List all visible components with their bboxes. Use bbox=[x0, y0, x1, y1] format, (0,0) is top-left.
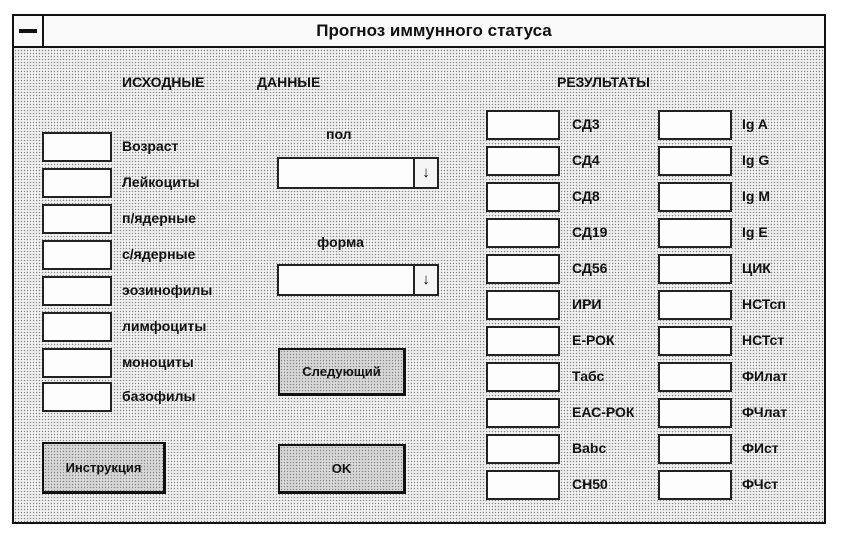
result-box-cik[interactable] bbox=[658, 254, 732, 284]
heading-input: ИСХОДНЫЕ bbox=[122, 74, 205, 90]
instructions-button[interactable]: Инструкция bbox=[42, 442, 166, 494]
sex-select[interactable] bbox=[277, 157, 439, 189]
main-window bbox=[12, 14, 826, 524]
age-input[interactable] bbox=[42, 132, 112, 162]
result-label-iga: Ig A bbox=[742, 116, 768, 132]
result-box-fi-st[interactable] bbox=[658, 434, 732, 464]
result-box-cd56[interactable] bbox=[486, 254, 560, 284]
result-box-nst-sp[interactable] bbox=[658, 290, 732, 320]
arrow-down-icon: ↓ bbox=[422, 271, 430, 288]
result-label-tabs: Табс bbox=[572, 368, 605, 384]
result-label-fch-st: ФЧст bbox=[742, 476, 779, 492]
result-label-ige: Ig E bbox=[742, 224, 768, 240]
result-box-tabs[interactable] bbox=[486, 362, 560, 392]
leukocytes-label: Лейкоциты bbox=[122, 174, 200, 190]
result-label-igm: Ig M bbox=[742, 188, 770, 204]
result-box-igm[interactable] bbox=[658, 182, 732, 212]
eosinophils-input[interactable] bbox=[42, 276, 112, 306]
result-box-igg[interactable] bbox=[658, 146, 732, 176]
result-label-babs: Babc bbox=[572, 440, 607, 456]
arrow-down-icon: ↓ bbox=[422, 164, 430, 181]
result-box-iga[interactable] bbox=[658, 110, 732, 140]
sex-label: пол bbox=[326, 126, 352, 142]
band-neutrophils-label: п/ядерные bbox=[122, 210, 196, 226]
heading-input-data: ДАННЫЕ bbox=[257, 74, 321, 90]
result-box-babs[interactable] bbox=[486, 434, 560, 464]
result-box-ige[interactable] bbox=[658, 218, 732, 248]
system-menu-icon bbox=[19, 29, 37, 33]
result-label-nst-st: НСТст bbox=[742, 332, 785, 348]
result-box-eac-rok[interactable] bbox=[486, 398, 560, 428]
result-label-fi-st: ФИст bbox=[742, 440, 779, 456]
title-bar bbox=[14, 16, 824, 48]
form-dropdown-button[interactable] bbox=[413, 266, 437, 294]
result-label-fi-lat: ФИлат bbox=[742, 368, 788, 384]
result-box-e-rok[interactable] bbox=[486, 326, 560, 356]
result-box-fch-st[interactable] bbox=[658, 470, 732, 500]
heading-results: РЕЗУЛЬТАТЫ bbox=[557, 74, 650, 90]
result-label-ch50: CH50 bbox=[572, 476, 608, 492]
result-box-cd19[interactable] bbox=[486, 218, 560, 248]
form-select[interactable] bbox=[277, 264, 439, 296]
lymphocytes-input[interactable] bbox=[42, 312, 112, 342]
basophils-input[interactable] bbox=[42, 382, 112, 412]
next-button[interactable]: Следующий bbox=[278, 348, 406, 396]
result-label-cd56: СД56 bbox=[572, 260, 608, 276]
result-label-e-rok: Е-РОК bbox=[572, 332, 615, 348]
result-label-cd4: СД4 bbox=[572, 152, 600, 168]
age-label: Возраст bbox=[122, 138, 179, 154]
result-label-nst-sp: НСТсп bbox=[742, 296, 786, 312]
result-label-cd8: СД8 bbox=[572, 188, 600, 204]
eosinophils-label: эозинофилы bbox=[122, 282, 213, 298]
ok-button[interactable]: OK bbox=[278, 444, 406, 494]
segmented-neutrophils-label: с/ядерные bbox=[122, 246, 196, 262]
result-label-eac-rok: ЕАС-РОК bbox=[572, 404, 635, 420]
monocytes-input[interactable] bbox=[42, 348, 112, 378]
lymphocytes-label: лимфоциты bbox=[122, 318, 207, 334]
result-box-cd8[interactable] bbox=[486, 182, 560, 212]
leukocytes-input[interactable] bbox=[42, 168, 112, 198]
band-neutrophils-input[interactable] bbox=[42, 204, 112, 234]
result-label-cd3: СД3 bbox=[572, 116, 600, 132]
result-box-cd3[interactable] bbox=[486, 110, 560, 140]
result-box-nst-st[interactable] bbox=[658, 326, 732, 356]
form-label: форма bbox=[317, 234, 364, 250]
window-title: Прогноз иммунного статуса bbox=[316, 21, 552, 40]
result-box-ch50[interactable] bbox=[486, 470, 560, 500]
system-menu-button[interactable] bbox=[14, 16, 44, 46]
result-label-igg: Ig G bbox=[742, 152, 770, 168]
result-label-cik: ЦИК bbox=[742, 260, 771, 276]
result-box-cd4[interactable] bbox=[486, 146, 560, 176]
result-label-cd19: СД19 bbox=[572, 224, 608, 240]
result-box-fch-lat[interactable] bbox=[658, 398, 732, 428]
result-label-iri: ИРИ bbox=[572, 296, 602, 312]
result-label-fch-lat: ФЧлат bbox=[742, 404, 788, 420]
result-box-iri[interactable] bbox=[486, 290, 560, 320]
monocytes-label: моноциты bbox=[122, 354, 194, 370]
basophils-label: базофилы bbox=[122, 388, 196, 404]
sex-dropdown-button[interactable] bbox=[413, 159, 437, 187]
result-box-fi-lat[interactable] bbox=[658, 362, 732, 392]
segmented-neutrophils-input[interactable] bbox=[42, 240, 112, 270]
